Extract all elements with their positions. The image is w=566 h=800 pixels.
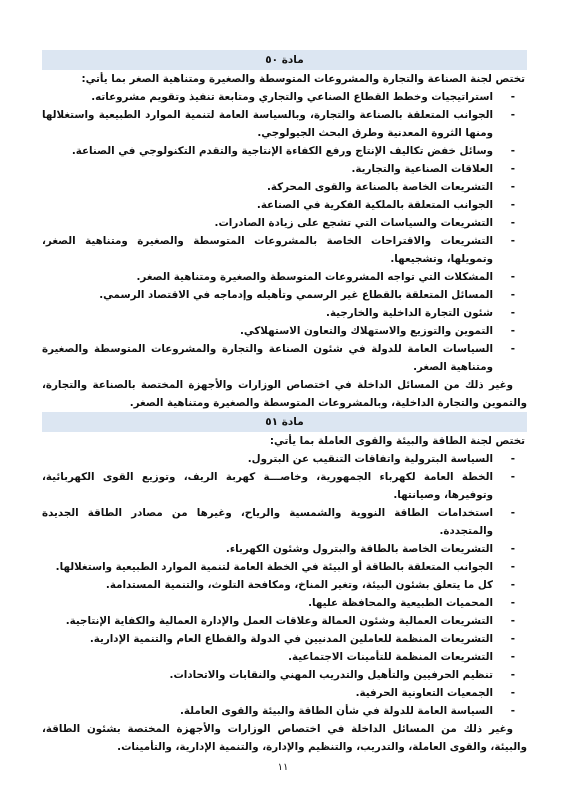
list-item: - التموين والتوزيع والاستهلاك والتعاون الاستهلاكي. <box>42 322 527 340</box>
list-item: - التشريعات المنظمة للتأمينات الاجتماعية. <box>42 648 527 666</box>
list-item: - التشريعات المنظمة للعاملين المدنيين في الدولة والقطاع العام والتنمية الإدارية. <box>42 630 527 648</box>
article-item-list <box>42 88 527 376</box>
list-item: - الجوانب المتعلقة بالصناعة والتجارة، وبالسياسة العامة لتنمية الموارد الطبيعية واستغلالها ومنها الثروة المعدنية وطرق البحث الجيولوجي. <box>42 106 527 142</box>
list-item: - السياسات العامة للدولة في شئون الصناعة والتجارة والمشروعات المتوسطة والصغيرة ومتناهية الصغر. <box>42 340 527 376</box>
article-intro: تختص لجنة الصناعة والتجارة والمشروعات المتوسطة والصغيرة ومتناهية الصغر بما يأتي: <box>81 73 525 85</box>
article-50 <box>42 50 527 412</box>
list-item: - استراتيجيات وخطط القطاع الصناعي والتجاري ومتابعة تنفيذ وتقويم مشروعاته. <box>42 88 527 106</box>
list-item: - التشريعات العمالية وشئون العمالة وعلاقات العمل والإدارة العمالية والكفاية الإنتاجية. <box>42 612 527 630</box>
list-item: - شئون التجارة الداخلية والخارجية. <box>42 304 527 322</box>
article-intro: تختص لجنة الطاقة والبيئة والقوى العاملة بما يأتي: <box>269 435 525 447</box>
list-item: - المشكلات التي تواجه المشروعات المتوسطة والصغيرة ومتناهية الصغر. <box>42 268 527 286</box>
list-item: - المحميات الطبيعية والمحافظة عليها. <box>42 594 527 612</box>
list-item: - المسائل المتعلقة بالقطاع غير الرسمي وتأهيله وإدماجه في الاقتصاد الرسمي. <box>42 286 527 304</box>
list-item: - التشريعات الخاصة بالطاقة والبترول وشئون الكهرباء. <box>42 540 527 558</box>
list-item: - تنظيم الحرفيين والتأهيل والتدريب المهني والنقابات والاتحادات. <box>42 666 527 684</box>
list-item: - الجوانب المتعلقة بالطاقة أو البيئة في الخطة العامة لتنمية الموارد الطبيعية واستغلالها. <box>42 558 527 576</box>
article-closing: وغير ذلك من المسائل الداخلة في اختصاص الوزارات والأجهزة المختصة بشئون الطاقة، والبيئة، والقوى العاملة، والتدريب، والتنظيم والإدارة، والتنمية الإدارية، والتأمينات. <box>42 723 527 753</box>
article-51 <box>42 412 527 756</box>
list-item: - العلاقات الصناعية والتجارية. <box>42 160 527 178</box>
list-item: - الجمعيات التعاونية الحرفية. <box>42 684 527 702</box>
article-closing: وغير ذلك من المسائل الداخلة في اختصاص الوزارات والأجهزة المختصة بالصناعة والتجارة، والتموين والتجارة الداخلية، وبالمشروعات المتوسطة والصغيرة ومتناهية الصغر. <box>42 379 527 409</box>
list-item: - التشريعات والاقتراحات الخاصة بالمشروعات المتوسطة والصغيرة ومتناهية الصغر، وتمويلها، وتشجيعها. <box>42 232 527 268</box>
list-item: - السياسة البترولية واتفاقات التنقيب عن البترول. <box>42 450 527 468</box>
article-heading: مادة ٥٠ <box>42 50 527 70</box>
list-item: - وسائل خفض تكاليف الإنتاج ورفع الكفاءة الإنتاجية والتقدم التكنولوجي في الصناعة. <box>42 142 527 160</box>
list-item: - الجوانب المتعلقة بالملكية الفكرية في الصناعة. <box>42 196 527 214</box>
list-item: - كل ما يتعلق بشئون البيئة، وتغير المناخ، ومكافحة التلوث، والتنمية المستدامة. <box>42 576 527 594</box>
article-item-list <box>42 450 527 720</box>
list-item: - استخدامات الطاقة النووية والشمسية والرياح، وغيرها من مصادر الطاقة الجديدة والمتجددة. <box>42 504 527 540</box>
list-item: - التشريعات والسياسات التي تشجع على زيادة الصادرات. <box>42 214 527 232</box>
article-heading: مادة ٥١ <box>42 412 527 432</box>
list-item: - التشريعات الخاصة بالصناعة والقوى المحركة. <box>42 178 527 196</box>
document-page <box>42 50 527 756</box>
list-item: - الخطة العامة لكهرباء الجمهورية، وخاصـــة كهربة الريف، وتوزيع القوى الكهربائية، وتوفيرها، وصيانتها. <box>42 468 527 504</box>
page-number: ١١ <box>277 762 289 773</box>
list-item: - السياسة العامة للدولة في شأن الطاقة والبيئة والقوى العاملة. <box>42 702 527 720</box>
